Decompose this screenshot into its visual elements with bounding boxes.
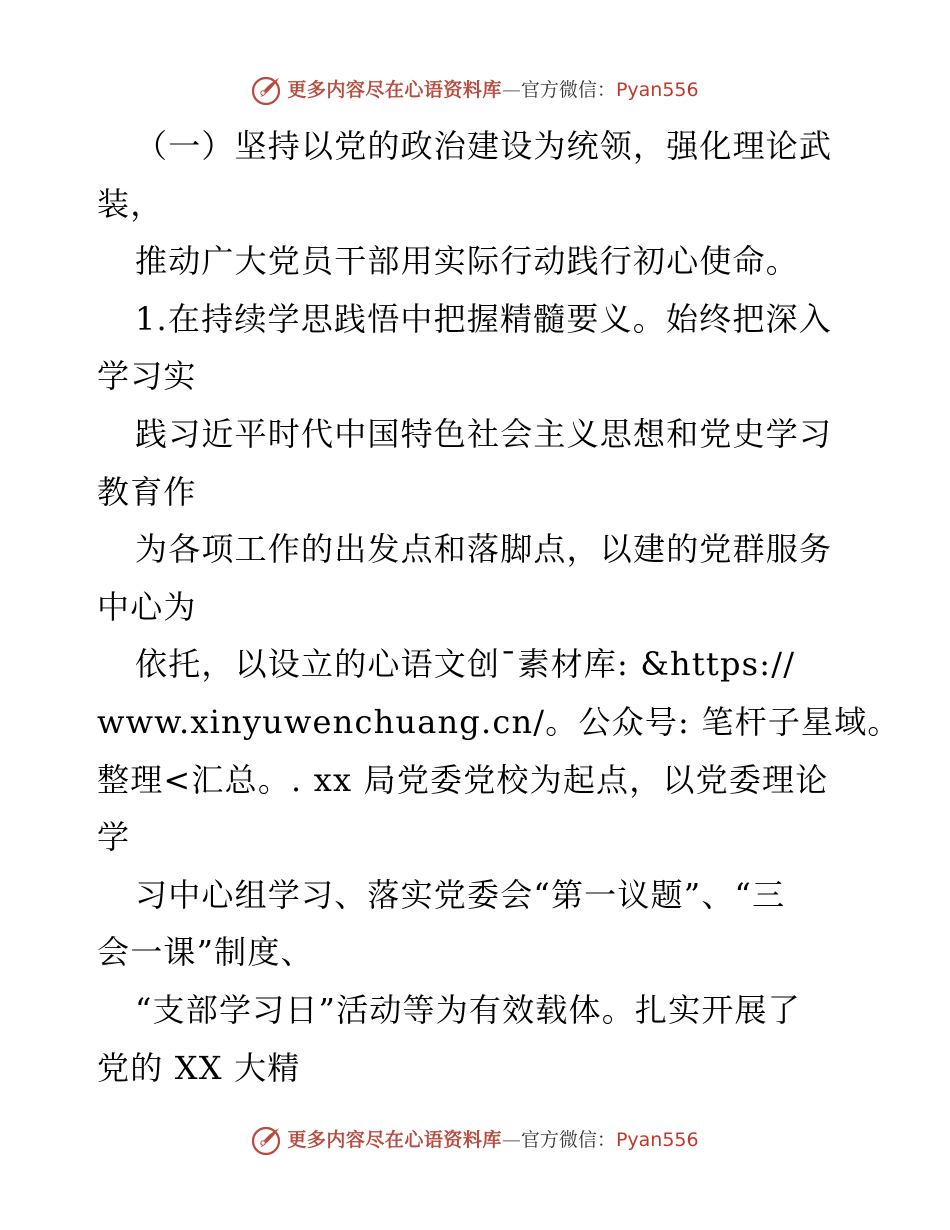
banner-sub-text: 官方微信： xyxy=(520,1129,616,1151)
banner-separator: — xyxy=(501,1129,521,1151)
text-line: 中心为 xyxy=(97,587,197,626)
header-banner xyxy=(0,72,950,108)
text-line: 学习实 xyxy=(97,357,197,396)
text-line: 1.在持续学思践悟中把握精髓要义。始终把深入 xyxy=(135,299,832,338)
quill-logo-icon xyxy=(251,1124,283,1156)
quill-logo-icon xyxy=(251,74,283,106)
text-line: 教育作 xyxy=(97,472,197,511)
banner-wechat-id: Pyan556 xyxy=(615,1129,699,1151)
text-line: 依托，以设立的心语文创¯素材库: &https:// xyxy=(135,645,796,684)
text-line: 推动广大党员干部用实际行动践行初心使命。 xyxy=(135,242,800,281)
text-line: 为各项工作的出发点和落脚点，以建的党群服务 xyxy=(135,530,833,569)
banner-sub-text: 官方微信： xyxy=(520,79,616,101)
text-line: 践习近平时代中国特色社会主义思想和党史学习 xyxy=(135,414,833,453)
text-line: 习中心组学习、落实党委会“第一议题”、“三 xyxy=(135,875,786,914)
text-line: 党的 XX 大精 xyxy=(97,1048,301,1087)
text-line: （一）坚持以党的政治建设为统领，强化理论武 xyxy=(135,127,833,165)
text-line: 学 xyxy=(97,818,131,857)
text-line: 整理<汇总。. xx 局党委党校为起点，以党委理论 xyxy=(97,760,829,799)
footer-banner xyxy=(0,1122,950,1158)
text-line: 会一课”制度、 xyxy=(97,933,314,972)
banner-wechat-id: Pyan556 xyxy=(615,79,699,101)
text-line: www.xinyuwenchuang.cn/。公众号: 笔杆子星域。 xyxy=(97,702,901,741)
text-line: 装， xyxy=(97,184,164,223)
document-body xyxy=(97,118,901,1097)
text-line: “支部学习日”活动等为有效载体。扎实开展了 xyxy=(135,990,801,1029)
banner-main-text: 更多内容尽在心语资料库 xyxy=(287,79,502,101)
banner-separator: — xyxy=(501,79,521,101)
banner-main-text: 更多内容尽在心语资料库 xyxy=(287,1129,502,1151)
